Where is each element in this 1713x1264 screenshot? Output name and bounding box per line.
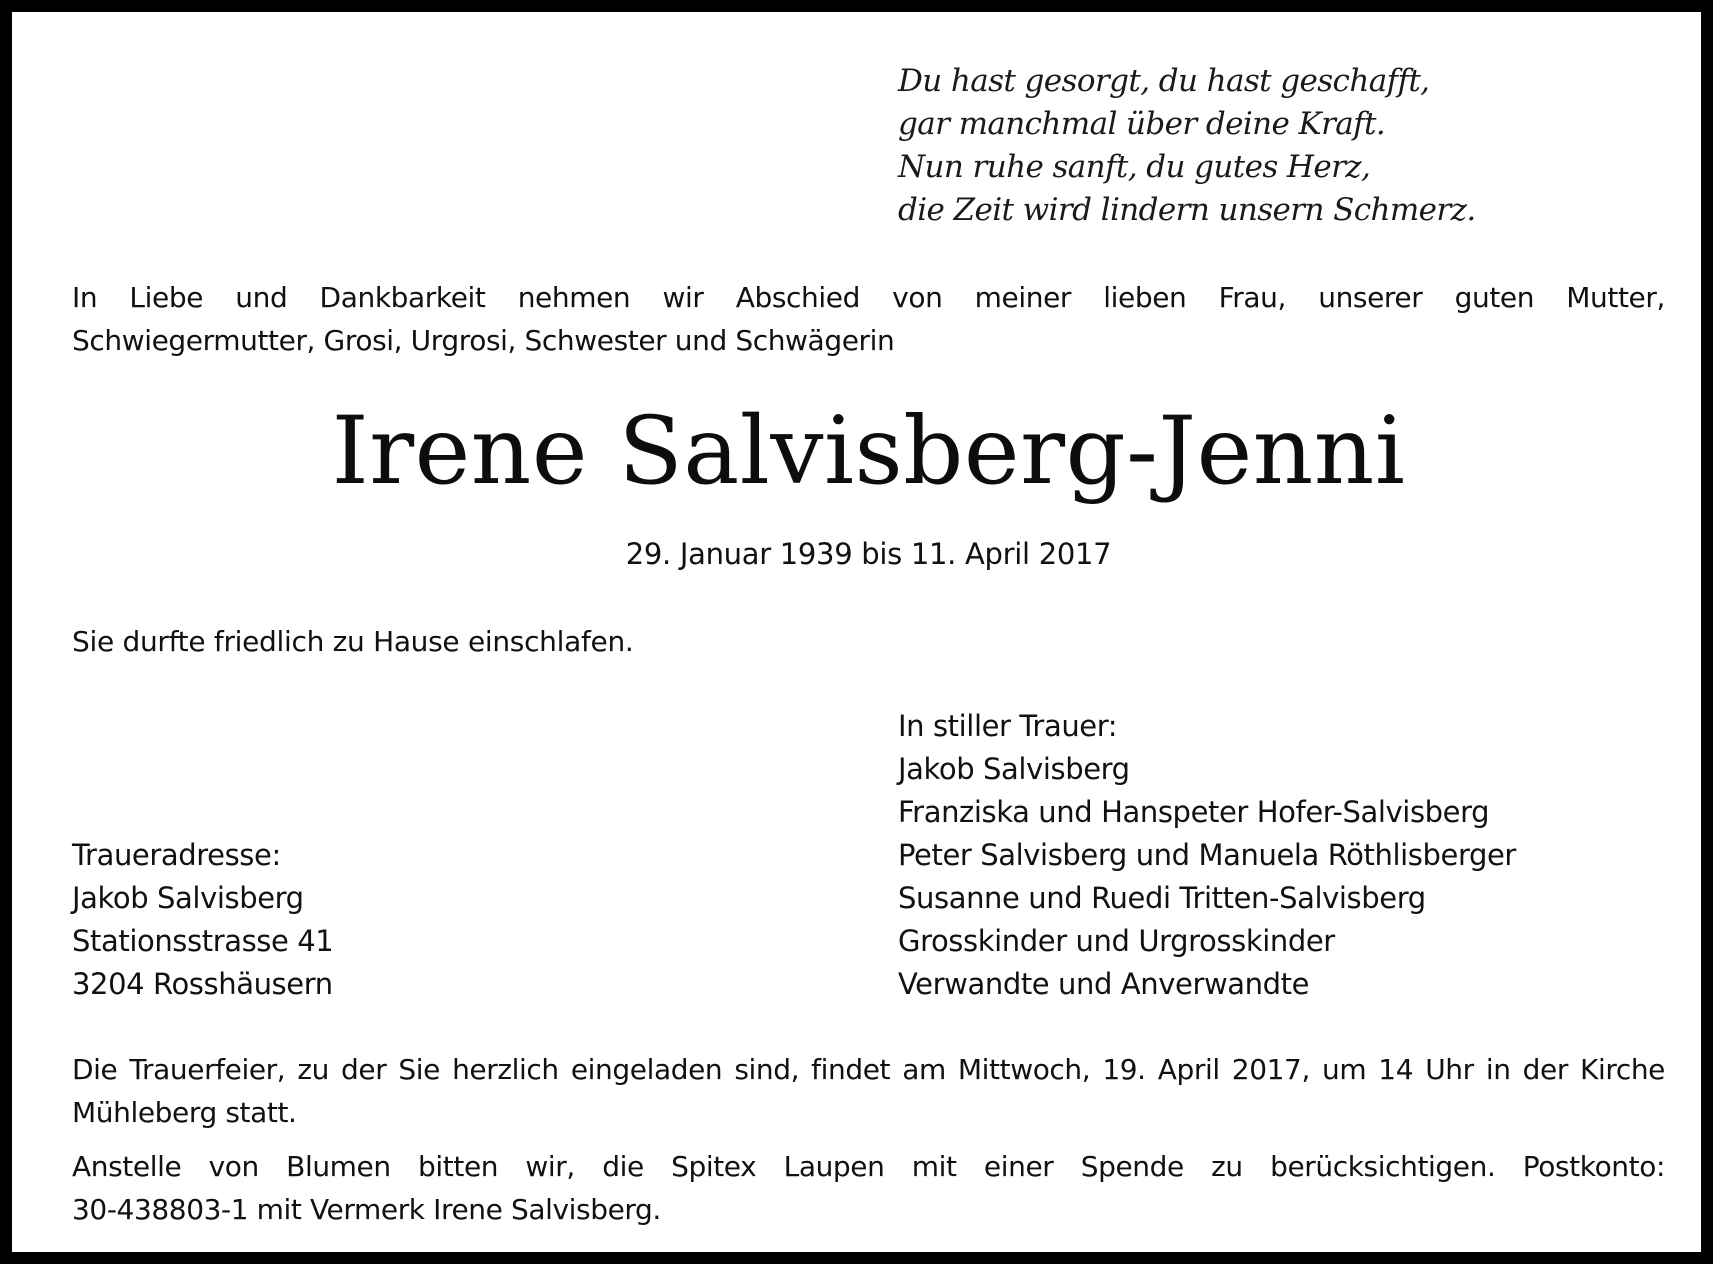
poem-line: die Zeit wird lindern unsern Schmerz. <box>898 192 1476 228</box>
deceased-name: Irene Salvisberg-Jenni <box>331 397 1406 506</box>
poem-line: gar manchmal über deine Kraft. <box>898 106 1386 142</box>
intro-line: In Liebe und Dankbarkeit nehmen wir Abschied von meiner lieben Frau, unserer guten Mutter, <box>72 281 1665 314</box>
mourner-name: Jakob Salvisberg <box>898 752 1130 786</box>
donation-line: 30-438803-1 mit Vermerk Irene Salvisberg. <box>72 1193 661 1226</box>
address-name: Jakob Salvisberg <box>72 881 304 915</box>
address-street: Stationsstrasse 41 <box>72 924 334 958</box>
mourner-name: Peter Salvisberg und Manuela Röthlisberger <box>898 838 1516 872</box>
mourners-heading: In stiller Trauer: <box>898 709 1118 743</box>
mourners-list <box>898 705 1516 1006</box>
peace-statement: Sie durfte friedlich zu Hause einschlafen. <box>72 625 634 658</box>
mourner-name: Verwandte und Anverwandte <box>898 967 1310 1001</box>
intro-paragraph <box>72 276 1665 362</box>
mourner-name: Franziska und Hanspeter Hofer-Salvisberg <box>898 795 1490 829</box>
poem-line: Du hast gesorgt, du hast geschafft, <box>898 63 1430 99</box>
mourner-name: Susanne und Ruedi Tritten-Salvisberg <box>898 881 1426 915</box>
mourner-name: Grosskinder und Urgrosskinder <box>898 924 1335 958</box>
ceremony-line: Die Trauerfeier, zu der Sie herzlich eingeladen sind, findet am Mittwoch, 19. April 2017, um 14 Uhr in der Kirche <box>72 1053 1665 1086</box>
life-dates: 29. Januar 1939 bis 11. April 2017 <box>625 537 1112 571</box>
donation-paragraph <box>72 1145 1665 1231</box>
mourning-address <box>72 834 333 1006</box>
address-heading: Traueradresse: <box>72 838 281 872</box>
ceremony-line: Mühleberg statt. <box>72 1096 297 1129</box>
address-city: 3204 Rosshäusern <box>72 967 333 1001</box>
poem-line: Nun ruhe sanft, du gutes Herz, <box>898 149 1371 185</box>
donation-line: Anstelle von Blumen bitten wir, die Spitex Laupen mit einer Spende zu berücksichtigen. Postkonto: <box>72 1150 1665 1183</box>
intro-line: Schwiegermutter, Grosi, Urgrosi, Schwester und Schwägerin <box>72 324 895 357</box>
ceremony-paragraph <box>72 1048 1665 1134</box>
memorial-poem <box>898 60 1476 232</box>
